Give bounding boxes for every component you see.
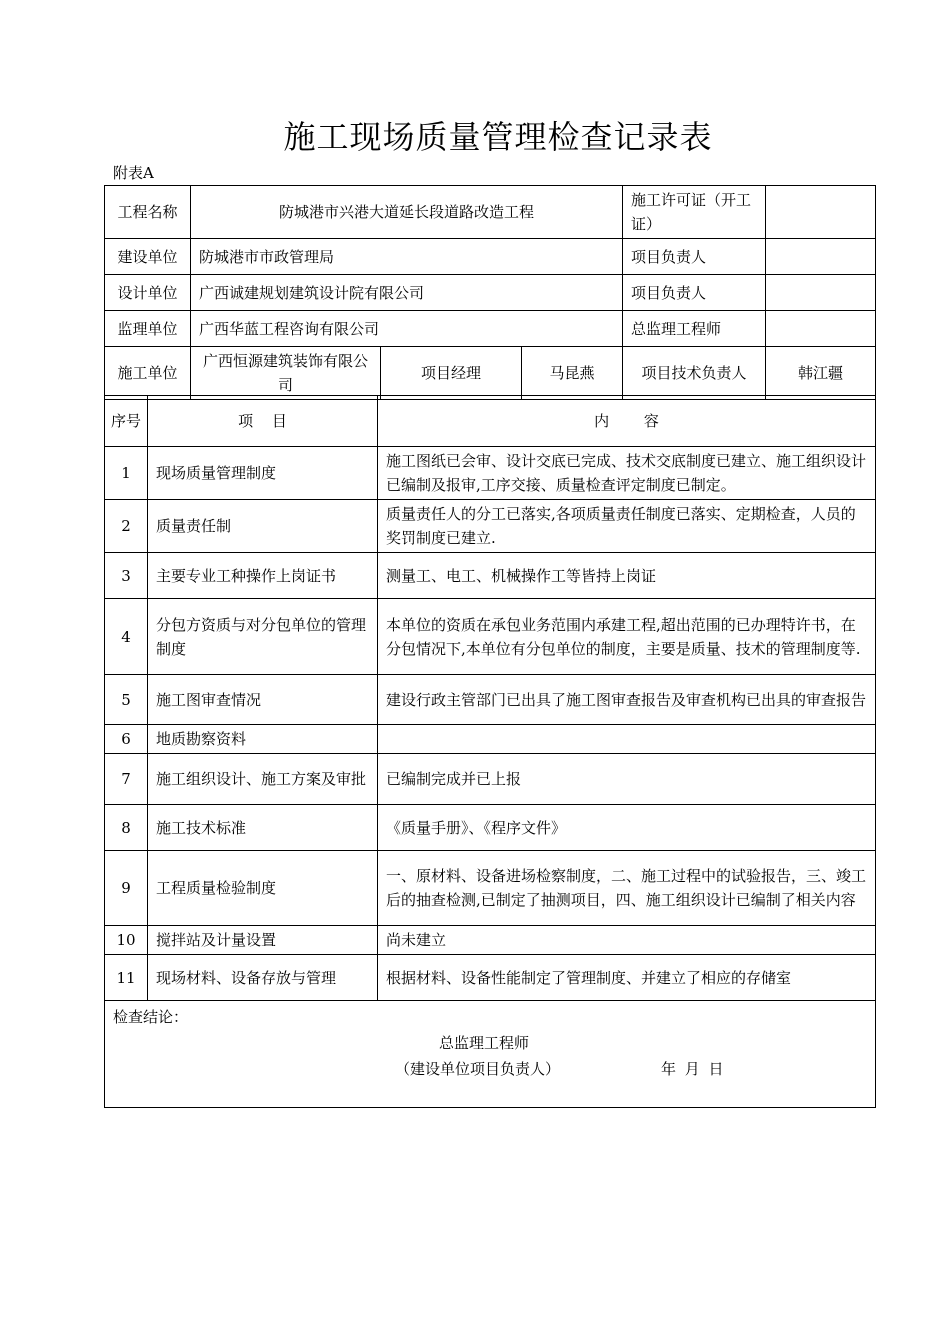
check-items-table (104, 395, 876, 1108)
appendix-label: 附表A (113, 164, 154, 182)
item-no: 1 (105, 447, 148, 500)
item-content: 建设行政主管部门已出具了施工图审查报告及审查机构已出具的审查报告 (378, 675, 876, 725)
table-row (105, 553, 876, 599)
design-unit-row (105, 275, 876, 311)
supervision-unit-row (105, 311, 876, 347)
project-leader-value[interactable] (766, 239, 876, 275)
item-header: 项 目 (148, 396, 378, 447)
tech-leader-value: 韩江疆 (766, 347, 876, 400)
item-name: 施工技术标准 (148, 805, 378, 851)
item-name: 质量责任制 (148, 500, 378, 553)
table-row (105, 500, 876, 553)
construction-unit-value: 防城港市市政管理局 (191, 239, 623, 275)
item-content: 根据材料、设备性能制定了管理制度、并建立了相应的存储室 (378, 955, 876, 1001)
conclusion-label: 检查结论： (113, 1008, 189, 1026)
table-row (105, 851, 876, 926)
item-no: 6 (105, 725, 148, 754)
conclusion-row (105, 1001, 876, 1108)
tech-leader-label: 项目技术负责人 (623, 347, 766, 400)
no-header: 序号 (105, 396, 148, 447)
item-name: 施工图审查情况 (148, 675, 378, 725)
design-unit-value: 广西诚建规划建筑设计院有限公司 (191, 275, 623, 311)
contractor-value: 广西恒源建筑装饰有限公司 (191, 347, 381, 400)
table-row (105, 725, 876, 754)
contractor-label: 施工单位 (105, 347, 191, 400)
content-header: 内 容 (378, 396, 876, 447)
design-leader-value[interactable] (766, 275, 876, 311)
project-name-value: 防城港市兴港大道延长段道路改造工程 (191, 186, 623, 239)
item-content: 《质量手册》、《程序文件》 (378, 805, 876, 851)
item-no: 2 (105, 500, 148, 553)
item-content: 施工图纸已会审、设计交底已完成、技术交底制度已建立、施工组织设计已编制及报审,工序交接、质量检查评定制度已制定。 (378, 447, 876, 500)
supervision-unit-value: 广西华蓝工程咨询有限公司 (191, 311, 623, 347)
item-content: 测量工、电工、机械操作工等皆持上岗证 (378, 553, 876, 599)
item-no: 10 (105, 926, 148, 955)
signer-alt-label: （建设单位项目负责人） (395, 1060, 561, 1078)
item-content: 一、原材料、设备进场检察制度，二、施工过程中的试验报告，三、竣工后的抽查检测,已制定了抽测项目，四、施工组织设计已编制了相关内容 (378, 851, 876, 926)
item-no: 9 (105, 851, 148, 926)
item-no: 4 (105, 599, 148, 675)
table-row (105, 805, 876, 851)
design-unit-label: 设计单位 (105, 275, 191, 311)
item-no: 8 (105, 805, 148, 851)
table-row (105, 754, 876, 805)
signer-label: 总监理工程师 (439, 1034, 530, 1052)
item-name: 现场质量管理制度 (148, 447, 378, 500)
item-name: 施工组织设计、施工方案及审批 (148, 754, 378, 805)
table-row (105, 955, 876, 1001)
project-manager-label: 项目经理 (381, 347, 522, 400)
project-leader-label: 项目负责人 (623, 239, 766, 275)
project-name-row (105, 186, 876, 239)
project-name-label: 工程名称 (105, 186, 191, 239)
item-name: 地质勘察资料 (148, 725, 378, 754)
item-content: 尚未建立 (378, 926, 876, 955)
item-content: 本单位的资质在承包业务范围内承建工程,超出范围的已办理特许书，在分包情况下,本单位有分包单位的制度，主要是质量、技术的管理制度等. (378, 599, 876, 675)
item-no: 7 (105, 754, 148, 805)
item-name: 主要专业工种操作上岗证书 (148, 553, 378, 599)
conclusion-cell[interactable] (105, 1001, 876, 1108)
item-no: 3 (105, 553, 148, 599)
project-manager-value: 马昆燕 (522, 347, 623, 400)
items-header-row (105, 396, 876, 447)
item-no: 5 (105, 675, 148, 725)
permit-value[interactable] (766, 186, 876, 239)
table-row (105, 447, 876, 500)
page-title: 施工现场质量管理检查记录表 (283, 118, 713, 156)
project-info-table (104, 185, 876, 400)
chief-supervisor-label: 总监理工程师 (623, 311, 766, 347)
item-name: 搅拌站及计量设置 (148, 926, 378, 955)
contractor-row (105, 347, 876, 400)
item-name: 分包方资质与对分包单位的管理制度 (148, 599, 378, 675)
item-content[interactable] (378, 725, 876, 754)
construction-unit-label: 建设单位 (105, 239, 191, 275)
table-row (105, 926, 876, 955)
item-no: 11 (105, 955, 148, 1001)
supervision-unit-label: 监理单位 (105, 311, 191, 347)
item-content: 已编制完成并已上报 (378, 754, 876, 805)
item-content: 质量责任人的分工已落实,各项质量责任制度已落实、定期检查，人员的奖罚制度已建立. (378, 500, 876, 553)
item-name: 现场材料、设备存放与管理 (148, 955, 378, 1001)
table-row (105, 675, 876, 725)
permit-label: 施工许可证（开工证） (623, 186, 766, 239)
date-label: 年 月 日 (661, 1060, 724, 1078)
construction-unit-row (105, 239, 876, 275)
table-row (105, 599, 876, 675)
chief-supervisor-value[interactable] (766, 311, 876, 347)
design-leader-label: 项目负责人 (623, 275, 766, 311)
item-name: 工程质量检验制度 (148, 851, 378, 926)
